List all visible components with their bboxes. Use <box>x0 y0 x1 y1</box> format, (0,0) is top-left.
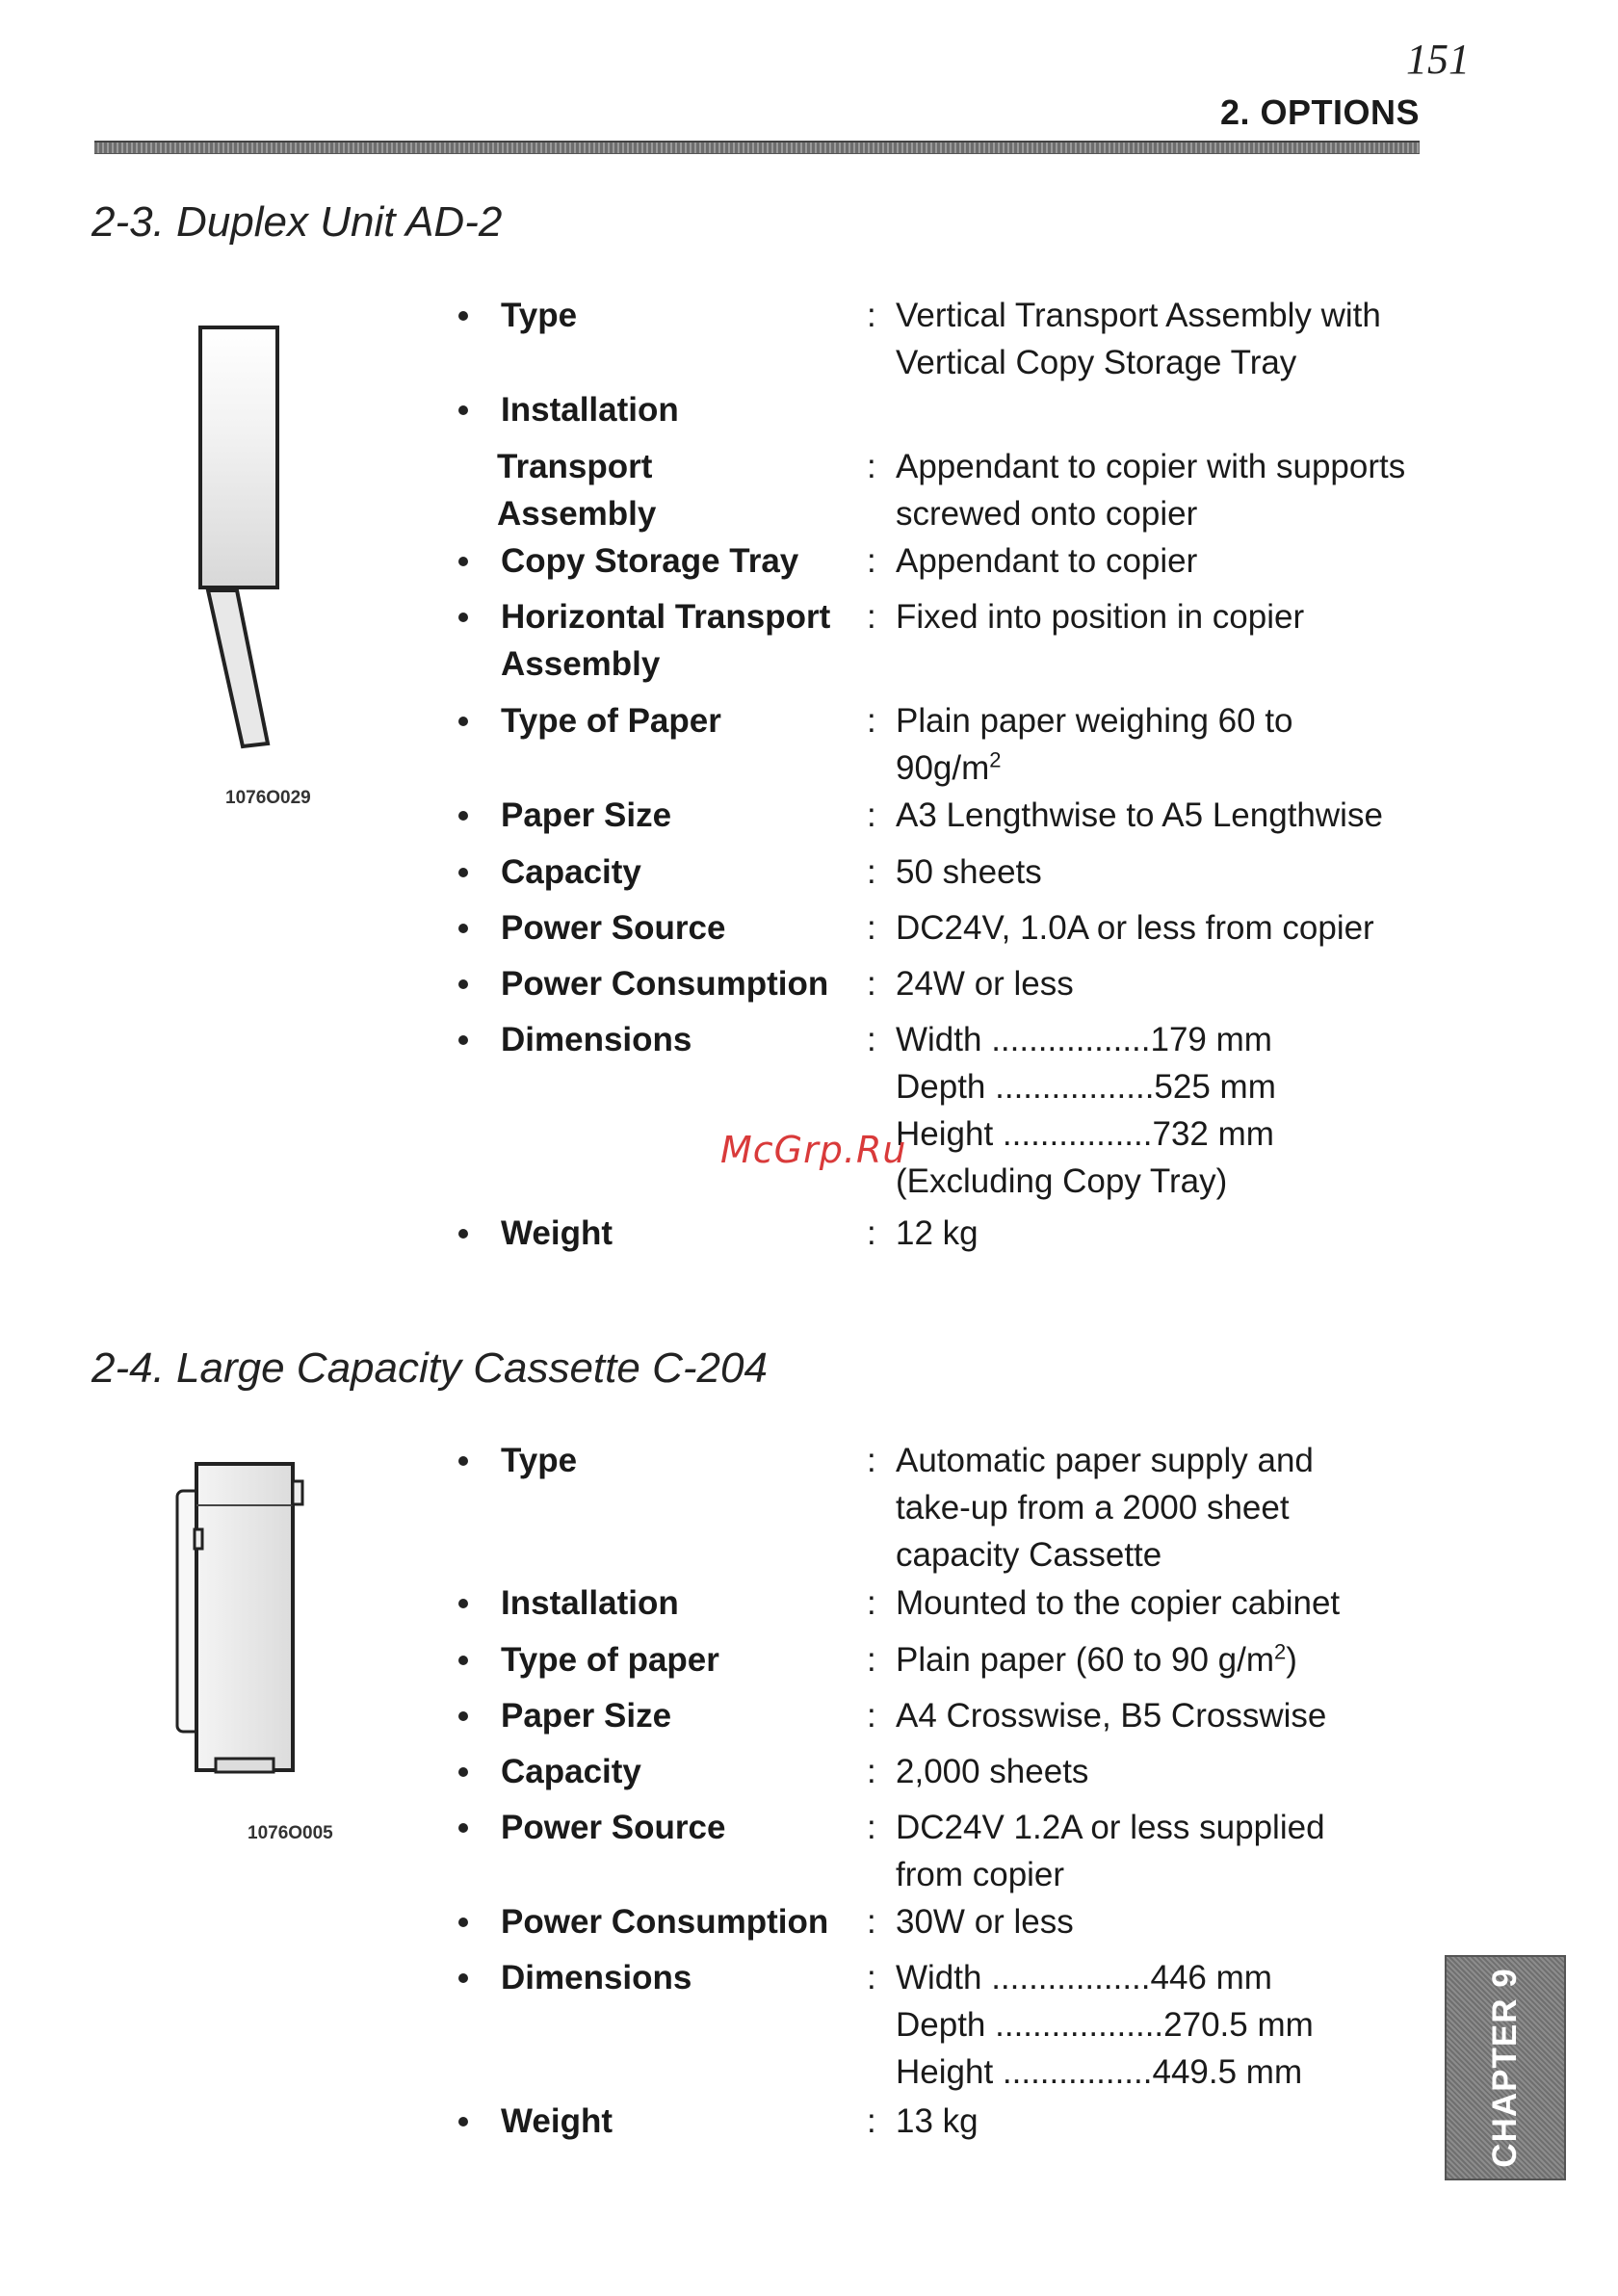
dimension-note: (Excluding Copy Tray) <box>896 1162 1228 1200</box>
bullet-icon <box>458 1599 468 1608</box>
spec-label: Power Source <box>501 1809 726 1846</box>
bullet-icon <box>458 311 468 321</box>
duplex-unit-illustration <box>189 323 295 756</box>
spec-label: Weight <box>501 2102 613 2140</box>
spec-label: Power Consumption <box>501 1903 829 1941</box>
bullet-icon <box>458 717 468 726</box>
bullet-icon <box>458 613 468 622</box>
spec-value: 24W or less <box>896 965 1074 1003</box>
spec-value: 13 kg <box>896 2102 979 2140</box>
bullet-icon <box>458 1035 468 1045</box>
spec-label: Installation <box>501 1584 679 1622</box>
watermark: McGrp.Ru <box>720 1129 907 1171</box>
bullet-icon <box>458 868 468 877</box>
spec-value: Plain paper (60 to 90 $g/m^2$) <box>896 1639 1297 1679</box>
bullet-icon <box>458 979 468 989</box>
spec-label: Type of paper <box>501 1641 719 1679</box>
spec-label: Capacity <box>501 1753 641 1790</box>
header-section-label: 2. OPTIONS <box>1219 92 1420 132</box>
spec-value: 2,000 sheets <box>896 1753 1089 1790</box>
spec-label: Horizontal Transport Assembly <box>501 598 831 683</box>
spec-value: Appendant to copier <box>896 542 1198 580</box>
section-title-duplex-unit: 2-3. Duplex Unit AD-2 <box>91 198 503 246</box>
page-number: 151 <box>1406 36 1470 83</box>
spec-value: A3 Lengthwise to A5 Lengthwise <box>896 796 1383 834</box>
bullet-icon <box>458 557 468 566</box>
spec-label: Type <box>501 1442 578 1479</box>
dimension-width: Width .................179 mm <box>896 1021 1272 1058</box>
spec-label: Type <box>501 297 578 334</box>
spec-value: 12 kg <box>896 1214 979 1252</box>
bullet-icon <box>458 924 468 933</box>
figure-id-duplex: 1076O029 <box>225 788 311 808</box>
spec-label: Power Consumption <box>501 965 829 1003</box>
dimension-height: Height ................732 mm <box>896 1115 1274 1153</box>
bullet-icon <box>458 1711 468 1721</box>
spec-label: Type of Paper <box>501 702 721 740</box>
cassette-illustration <box>170 1452 324 1780</box>
spec-value: 30W or less <box>896 1903 1074 1941</box>
bullet-icon <box>458 811 468 821</box>
spec-label: Transport Assembly <box>497 448 657 533</box>
spec-label: Installation <box>501 391 679 429</box>
spec-label: Power Source <box>501 909 726 947</box>
spec-label: Dimensions <box>501 1021 692 1058</box>
bullet-icon <box>458 1229 468 1239</box>
spec-value <box>896 1016 1454 1205</box>
spec-value <box>896 1954 1454 2096</box>
spec-value: Appendant to copier with supports screwed onto copier <box>896 448 1406 533</box>
spec-label: Dimensions <box>501 1959 692 1996</box>
bullet-icon <box>458 1973 468 1983</box>
chapter-tab <box>1445 1955 1566 2180</box>
spec-value: 50 sheets <box>896 853 1042 891</box>
dimension-width: Width .................446 mm <box>896 1959 1272 1996</box>
dimension-height: Height ................449.5 mm <box>896 2053 1303 2091</box>
spec-label: Capacity <box>501 853 641 891</box>
spec-label: Copy Storage Tray <box>501 542 799 580</box>
spec-value: A4 Crosswise, B5 Crosswise <box>896 1697 1327 1735</box>
spec-label: Paper Size <box>501 1697 672 1735</box>
bullet-icon <box>458 1767 468 1777</box>
dimension-depth: Depth ..................270.5 mm <box>896 2006 1314 2044</box>
figure-id-cassette: 1076O005 <box>248 1823 333 1843</box>
bullet-icon <box>458 1823 468 1833</box>
bullet-icon <box>458 1656 468 1665</box>
spec-value: Mounted to the copier cabinet <box>896 1584 1341 1622</box>
section-title-large-capacity-cassette: 2-4. Large Capacity Cassette C-204 <box>91 1344 768 1392</box>
bullet-icon <box>458 1918 468 1927</box>
spec-value: Vertical Transport Assembly with Vertical Copy Storage Tray <box>896 297 1381 381</box>
dimension-depth: Depth .................525 mm <box>896 1068 1276 1106</box>
spec-label: Paper Size <box>501 796 672 834</box>
spec-label: Weight <box>501 1214 613 1252</box>
chapter-tab-label: CHAPTER 9 <box>1486 1968 1524 2168</box>
bullet-icon <box>458 1456 468 1466</box>
bullet-icon <box>458 2117 468 2126</box>
spec-value: Plain paper weighing 60 to $90g/m^2$ <box>896 702 1293 787</box>
header-rule <box>94 141 1420 154</box>
spec-value: Fixed into position in copier <box>896 598 1305 636</box>
spec-value: DC24V, 1.0A or less from copier <box>896 909 1374 947</box>
bullet-icon <box>458 405 468 415</box>
spec-value: Automatic paper supply and take-up from a 2000 sheet capacity Cassette <box>896 1442 1314 1574</box>
spec-value: DC24V 1.2A or less supplied from copier <box>896 1809 1325 1893</box>
